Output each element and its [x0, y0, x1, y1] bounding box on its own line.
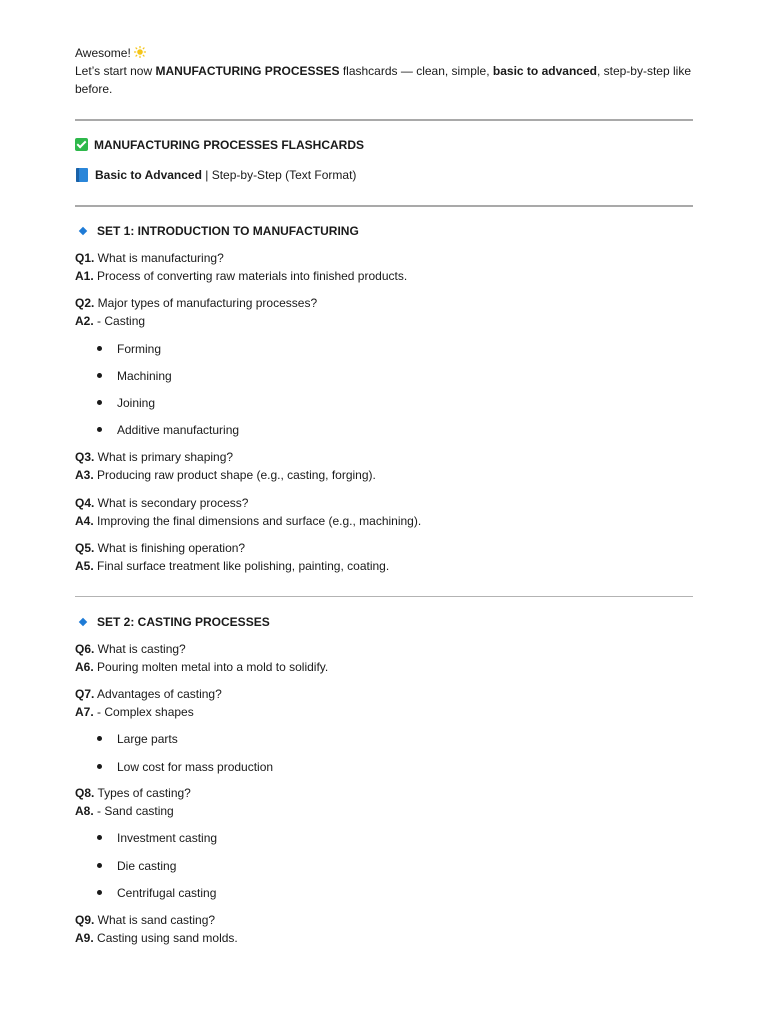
list-item: [97, 830, 217, 846]
list-item-text: Additive manufacturing: [117, 423, 240, 437]
flashcards-title: [75, 137, 364, 153]
question-label: Q1.: [75, 251, 95, 265]
list-item-text: Machining: [117, 369, 172, 383]
intro-greeting-line: [75, 44, 695, 62]
list-item: [97, 759, 273, 775]
intro-text-suffix: , step-by-step like before.: [75, 64, 691, 96]
answer-label: A3.: [75, 468, 94, 482]
question: [75, 249, 407, 267]
list-item: [97, 368, 172, 384]
set-heading: [75, 223, 359, 239]
flashcards-title-text: MANUFACTURING PROCESSES FLASHCARDS: [94, 138, 365, 152]
flashcard: [75, 249, 407, 285]
divider: [75, 119, 693, 121]
bullet-icon: [97, 427, 102, 432]
intro-greeting: Awesome!: [75, 46, 131, 60]
bullet-icon: [97, 835, 102, 840]
question-label: Q7.: [75, 687, 95, 701]
answer-label: A7.: [75, 705, 94, 719]
list-item: [97, 731, 178, 747]
answer-label: A6.: [75, 660, 94, 674]
list-item: [97, 395, 155, 411]
flashcard: [75, 911, 238, 947]
intro-level: basic to advanced: [492, 64, 597, 78]
set-heading: [75, 614, 270, 630]
bullet-icon: [97, 400, 102, 405]
question: [75, 685, 222, 703]
flashcard: [75, 494, 421, 530]
answer-text: Process of converting raw materials into finished products.: [93, 269, 408, 283]
question: [75, 448, 376, 466]
list-item-text: Forming: [117, 342, 162, 356]
bullet-icon: [97, 346, 102, 351]
question-label: Q3.: [75, 450, 95, 464]
question-label: Q4.: [75, 496, 95, 510]
question-text: What is secondary process?: [94, 496, 249, 510]
answer-text: - Casting: [93, 314, 146, 328]
list-item-text: Joining: [117, 396, 156, 410]
question-text: What is manufacturing?: [94, 251, 224, 265]
answer-label: A9.: [75, 931, 94, 945]
question-text: Major types of manufacturing processes?: [94, 296, 318, 310]
question-text: What is casting?: [94, 642, 186, 656]
answer-text: - Sand casting: [93, 804, 174, 818]
set-title: SET 2: CASTING PROCESSES: [97, 615, 270, 629]
question: [75, 784, 191, 802]
answer: [75, 929, 238, 947]
answer-text: Pouring molten metal into a mold to solidify.: [93, 660, 329, 674]
answer: [75, 466, 376, 484]
answer: [75, 267, 407, 285]
question: [75, 539, 389, 557]
answer: [75, 557, 389, 575]
question-text: What is sand casting?: [94, 913, 216, 927]
flashcard: [75, 448, 376, 484]
answer: [75, 658, 328, 676]
flashcard: [75, 539, 389, 575]
intro-text-prefix: Let’s start now: [75, 64, 156, 78]
question-label: Q6.: [75, 642, 95, 656]
flashcard: [75, 784, 191, 820]
answer-text: Improving the final dimensions and surface (e.g., machining).: [93, 514, 422, 528]
answer-label: A8.: [75, 804, 94, 818]
divider: [75, 205, 693, 207]
answer: [75, 802, 191, 820]
answer-label: A4.: [75, 514, 94, 528]
set-title: SET 1: INTRODUCTION TO MANUFACTURING: [97, 224, 359, 238]
question-text: What is finishing operation?: [94, 541, 246, 555]
bullet-icon: [97, 373, 102, 378]
list-item: [97, 885, 216, 901]
question: [75, 494, 421, 512]
bullet-icon: [97, 736, 102, 741]
question-text: Types of casting?: [94, 786, 191, 800]
answer-text: Casting using sand molds.: [93, 931, 238, 945]
answer: [75, 312, 317, 330]
list-item-text: Investment casting: [117, 831, 218, 845]
diamond-icon: [79, 227, 87, 235]
intro-paragraph: [75, 44, 695, 98]
question-text: What is primary shaping?: [94, 450, 234, 464]
question-label: Q2.: [75, 296, 95, 310]
list-item-text: Centrifugal casting: [117, 886, 217, 900]
answer-text: Final surface treatment like polishing, painting, coating.: [93, 559, 390, 573]
question: [75, 911, 238, 929]
bullet-icon: [97, 764, 102, 769]
list-item: [97, 341, 161, 357]
answer: [75, 703, 222, 721]
divider: [75, 596, 693, 597]
subtitle-format: | Step-by-Step (Text Format): [201, 168, 357, 182]
bullet-icon: [97, 863, 102, 868]
answer-label: A5.: [75, 559, 94, 573]
subtitle-level: Basic to Advanced: [95, 168, 202, 182]
answer-text: Producing raw product shape (e.g., casting, forging).: [93, 468, 376, 482]
list-item-text: Low cost for mass production: [117, 760, 274, 774]
list-item: [97, 858, 176, 874]
flashcards-subtitle: [75, 167, 356, 183]
diamond-icon: [79, 618, 87, 626]
question-text: Advantages of casting?: [94, 687, 222, 701]
sun-icon: [134, 46, 146, 58]
list-item: [97, 422, 239, 438]
intro-topic: MANUFACTURING PROCESSES: [155, 64, 340, 78]
question-label: Q5.: [75, 541, 95, 555]
question: [75, 640, 328, 658]
answer-label: A2.: [75, 314, 94, 328]
question-label: Q8.: [75, 786, 95, 800]
answer-label: A1.: [75, 269, 94, 283]
answer: [75, 512, 421, 530]
flashcard: [75, 294, 317, 330]
answer-text: - Complex shapes: [93, 705, 194, 719]
intro-body-line: [75, 62, 695, 98]
question: [75, 294, 317, 312]
intro-text-mid: flashcards — clean, simple,: [339, 64, 493, 78]
check-icon: [75, 138, 88, 151]
list-item-text: Large parts: [117, 732, 178, 746]
list-item-text: Die casting: [117, 859, 177, 873]
bullet-icon: [97, 890, 102, 895]
question-label: Q9.: [75, 913, 95, 927]
flashcard: [75, 640, 328, 676]
flashcard: [75, 685, 222, 721]
book-icon: [76, 168, 88, 182]
